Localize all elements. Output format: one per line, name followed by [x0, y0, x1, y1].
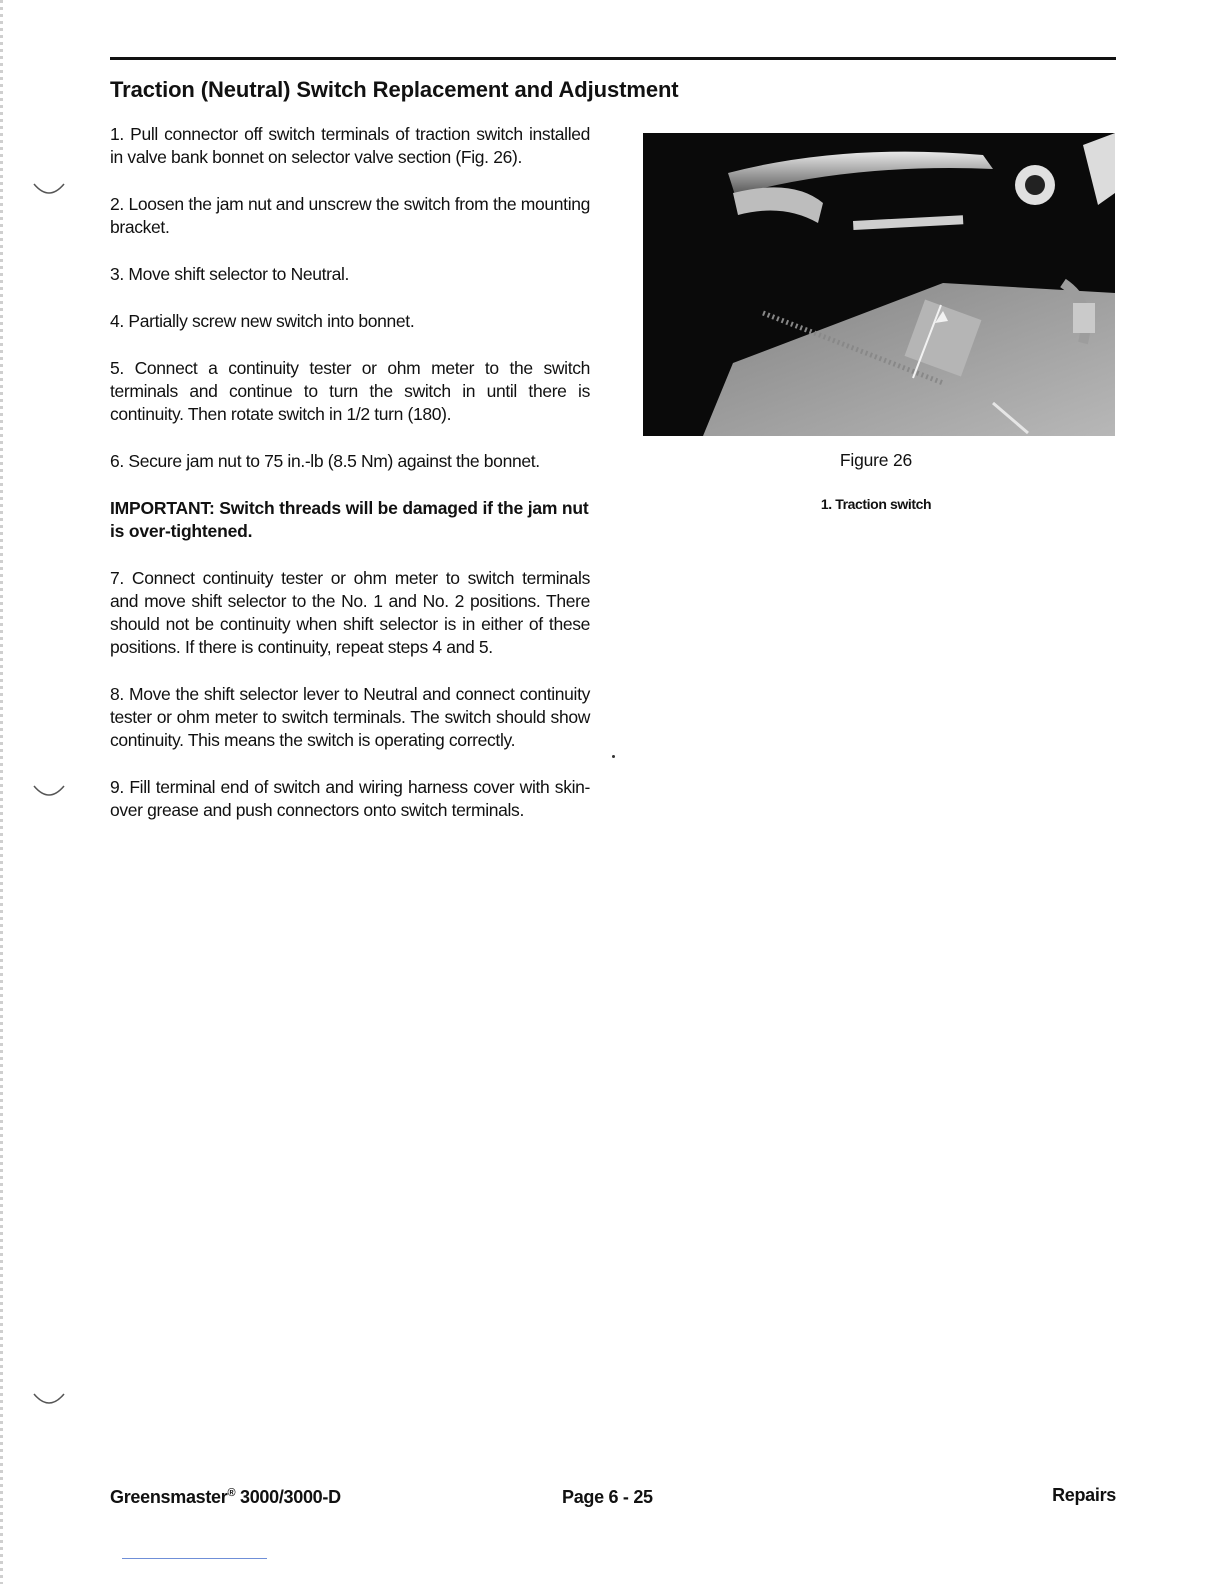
figure-caption: Figure 26	[839, 450, 913, 470]
procedure-steps	[110, 123, 590, 846]
important-note: IMPORTANT: Switch threads will be damaged if the jam nut is over-tightened.	[110, 498, 589, 541]
binding-hole-mark	[32, 782, 66, 802]
step-7: 7. Connect continuity tester or ohm meter to switch terminals and move shift selector to the No. 1 and No. 2 positions. There should not be continuity when shift selector is in either of these positions. If there is continuity, repeat steps 4 and 5.	[110, 568, 590, 657]
footer-section: Repairs	[1052, 1485, 1116, 1505]
scan-left-edge	[0, 0, 3, 1584]
step-1: 1. Pull connector off switch terminals of traction switch installed in valve bank bonnet on selector valve section (Fig. 26).	[110, 124, 590, 167]
step-2: 2. Loosen the jam nut and unscrew the switch from the mounting bracket.	[110, 194, 590, 237]
footer-model: 3000/3000-D	[235, 1487, 341, 1507]
step-5: 5. Connect a continuity tester or ohm meter to the switch terminals and continue to turn the switch in until there is continuity. Then rotate switch in 1/2 turn (180).	[110, 358, 590, 424]
step-4: 4. Partially screw new switch into bonnet.	[110, 311, 415, 331]
traction-switch-photo-illustration	[643, 133, 1115, 436]
registered-mark: ®	[227, 1487, 236, 1499]
footer-page-number: Page 6 - 25	[562, 1487, 653, 1507]
footer-product-name: Greensmaster	[110, 1487, 228, 1507]
binding-hole-mark	[32, 1390, 66, 1410]
scan-speck	[612, 755, 615, 758]
step-3: 3. Move shift selector to Neutral.	[110, 264, 350, 284]
step-6: 6. Secure jam nut to 75 in.-lb (8.5 Nm) against the bonnet.	[110, 451, 540, 471]
scan-artifact-line	[122, 1558, 267, 1559]
step-8: 8. Move the shift selector lever to Neutral and connect continuity tester or ohm meter to switch terminals. The switch should show continuity. This means the switch is operating correctly.	[110, 684, 590, 750]
figure-callout-label: 1. Traction switch	[820, 496, 932, 512]
step-9: 9. Fill terminal end of switch and wiring harness cover with skin-over grease and push connectors onto switch terminals.	[110, 777, 590, 820]
footer-product	[110, 1487, 341, 1508]
header-rule	[110, 57, 1116, 60]
section-title: Traction (Neutral) Switch Replacement and Adjustment	[110, 77, 679, 102]
binding-hole-mark	[32, 180, 66, 200]
figure-26-photo	[643, 133, 1115, 436]
